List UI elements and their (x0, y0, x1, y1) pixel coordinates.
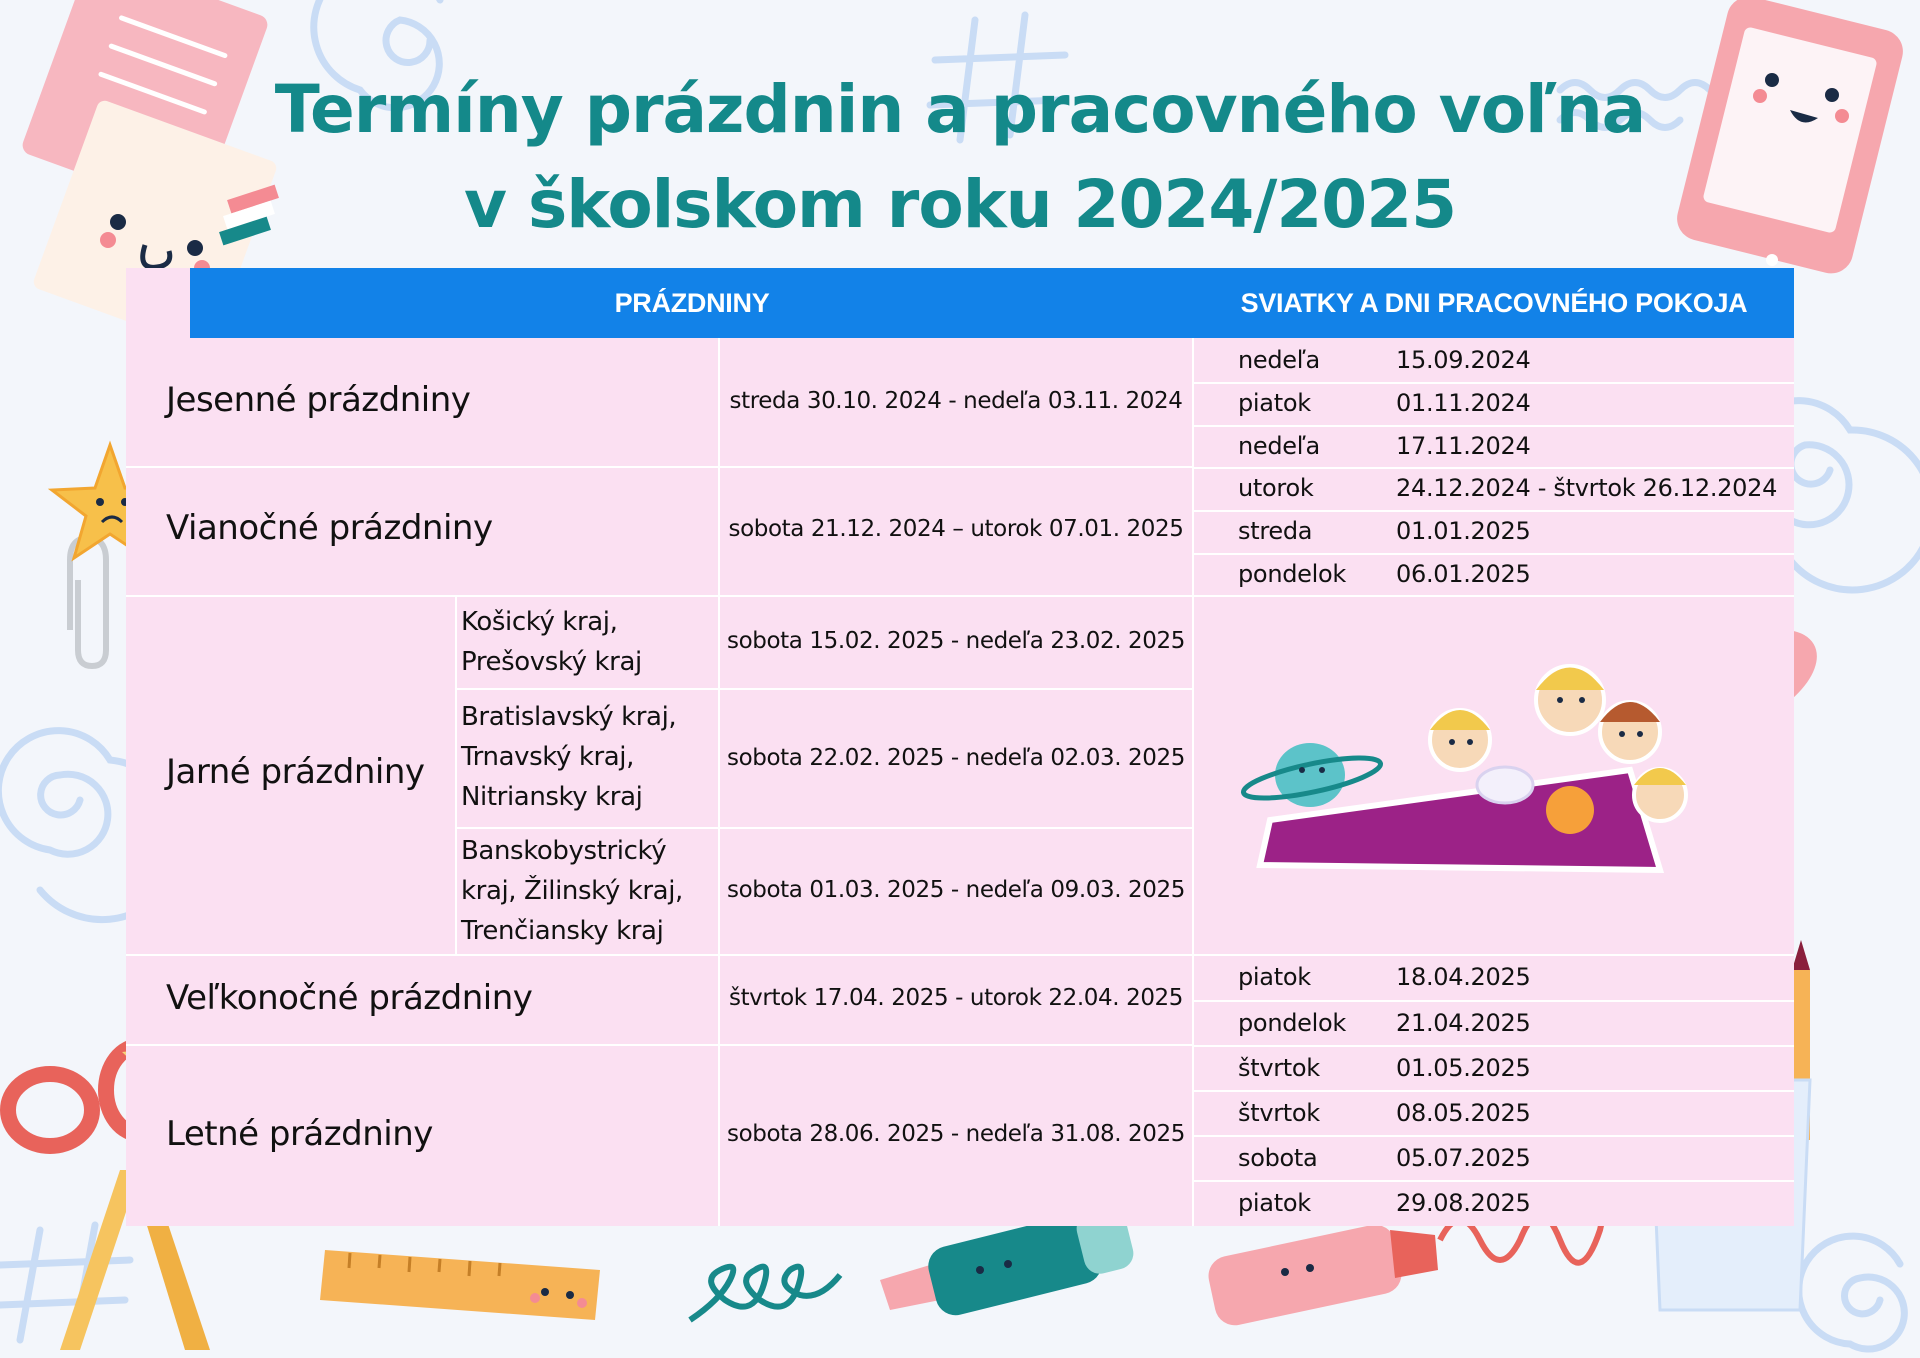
holiday-row (1194, 1181, 1794, 1225)
holiday-day: pondelok (1238, 1009, 1346, 1037)
kids-banner-illustration (1240, 650, 1720, 890)
holiday-date: 15.09.2024 (1396, 346, 1531, 374)
holiday-date: 29.08.2025 (1396, 1189, 1531, 1217)
grid-line (718, 338, 720, 1226)
holiday-day: piatok (1238, 963, 1311, 991)
holiday-date: 08.05.2025 (1396, 1099, 1531, 1127)
holiday-date: 21.04.2025 (1396, 1009, 1531, 1037)
holiday-day: utorok (1238, 474, 1314, 502)
grid-line (126, 1044, 1194, 1046)
holiday-date: 01.05.2025 (1396, 1054, 1531, 1082)
holiday-row (1194, 1001, 1794, 1045)
break-dates: sobota 28.06. 2025 - nedeľa 31.08. 2025 (727, 1121, 1185, 1147)
holiday-row (1194, 552, 1794, 596)
region-group (461, 602, 642, 682)
region-group (461, 697, 676, 817)
holiday-row (1194, 1046, 1794, 1090)
grid-line (126, 466, 1194, 468)
break-name: Vianočné prázdniny (166, 508, 493, 548)
break-name: Jarné prázdniny (166, 752, 425, 792)
break-dates: sobota 21.12. 2024 – utorok 07.01. 2025 (728, 516, 1184, 542)
holiday-row (1194, 1091, 1794, 1135)
break-dates: štvrtok 17.04. 2025 - utorok 22.04. 2025 (728, 985, 1184, 1011)
holiday-date: 17.11.2024 (1396, 432, 1531, 460)
holiday-date: 24.12.2024 - štvrtok 26.12.2024 (1396, 474, 1778, 502)
holiday-day: streda (1238, 517, 1313, 545)
region-group (461, 831, 683, 951)
region-line: Bratislavský kraj, (461, 702, 677, 732)
holiday-day: piatok (1238, 389, 1311, 417)
break-name: Jesenné prázdniny (166, 380, 471, 420)
holiday-date: 01.11.2024 (1396, 389, 1531, 417)
region-line: Trenčiansky kraj (461, 916, 664, 946)
grid-line (455, 596, 457, 954)
holiday-row (1194, 509, 1794, 553)
break-dates: sobota 01.03. 2025 - nedeľa 09.03. 2025 (727, 877, 1185, 903)
break-name: Letné prázdniny (166, 1114, 433, 1154)
region-line: Prešovský kraj (461, 647, 642, 677)
holiday-row (1194, 1136, 1794, 1180)
page-title (0, 62, 1920, 252)
region-line: Trnavský kraj, (461, 742, 634, 772)
title-line-2: v školskom roku 2024/2025 (463, 166, 1457, 243)
grid-line (455, 827, 1194, 829)
holiday-row (1194, 338, 1794, 382)
holiday-day: pondelok (1238, 560, 1346, 588)
holiday-day: piatok (1238, 1189, 1311, 1217)
holiday-date: 18.04.2025 (1396, 963, 1531, 991)
break-dates: sobota 15.02. 2025 - nedeľa 23.02. 2025 (727, 628, 1185, 654)
holiday-row (1194, 955, 1794, 999)
break-name: Veľkonočné prázdniny (166, 978, 533, 1018)
grid-line (455, 688, 1194, 690)
region-line: Košický kraj, (461, 607, 618, 637)
holiday-day: štvrtok (1238, 1099, 1320, 1127)
holiday-day: sobota (1238, 1144, 1318, 1172)
region-line: Banskobystrický (461, 836, 667, 866)
break-dates: sobota 22.02. 2025 - nedeľa 02.03. 2025 (727, 745, 1185, 771)
holiday-row (1194, 381, 1794, 425)
holiday-day: nedeľa (1238, 346, 1320, 374)
holiday-date: 05.07.2025 (1396, 1144, 1531, 1172)
title-line-1: Termíny prázdnin a pracovného voľna (274, 71, 1646, 148)
header-public-holidays: SVIATKY A DNI PRACOVNÉHO POKOJA (1194, 268, 1794, 338)
break-dates: streda 30.10. 2024 - nedeľa 03.11. 2024 (729, 388, 1183, 414)
holiday-row (1194, 466, 1794, 510)
holiday-day: štvrtok (1238, 1054, 1320, 1082)
region-line: Nitriansky kraj (461, 782, 643, 812)
holiday-date: 06.01.2025 (1396, 560, 1531, 588)
region-line: kraj, Žilinský kraj, (461, 876, 683, 906)
header-school-breaks: PRÁZDNINY (190, 268, 1194, 338)
holiday-row (1194, 424, 1794, 468)
ruler-sticker (320, 1240, 620, 1350)
holiday-date: 01.01.2025 (1396, 517, 1531, 545)
holiday-day: nedeľa (1238, 432, 1320, 460)
